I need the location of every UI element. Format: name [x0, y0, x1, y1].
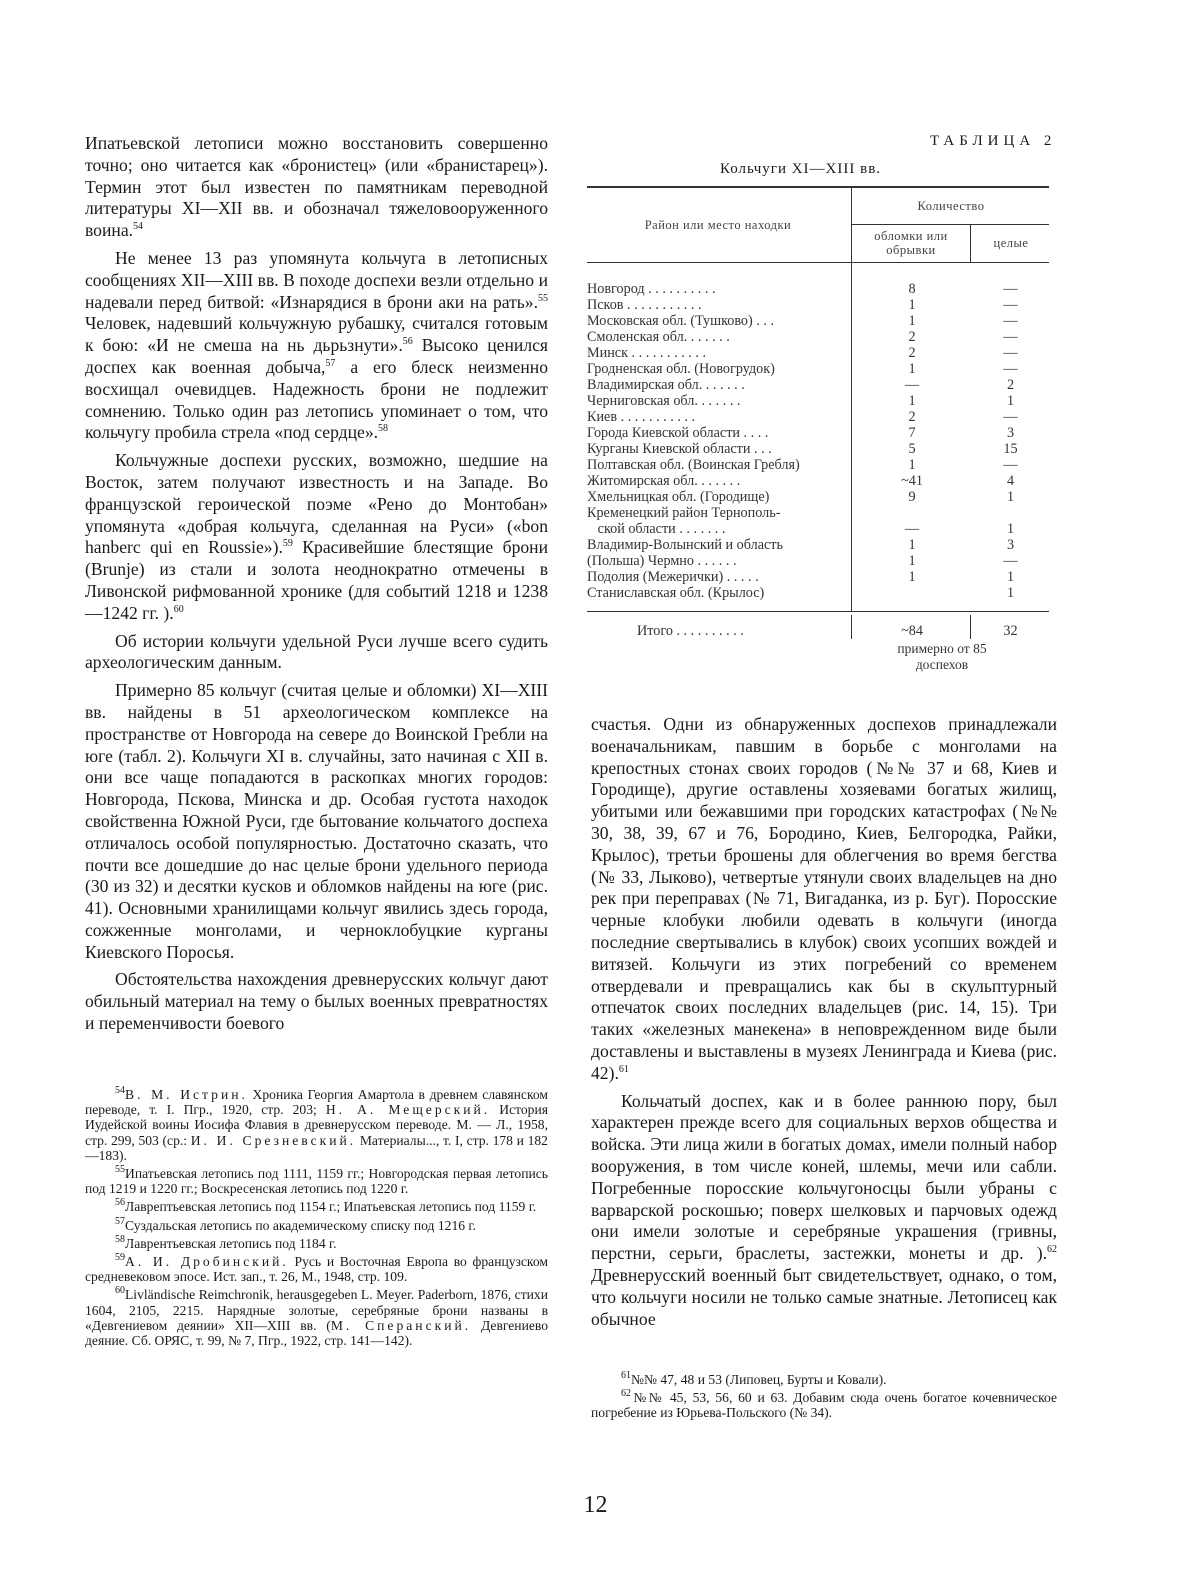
table-bottom-rule: [587, 611, 1049, 612]
paragraph: Примерно 85 кольчуг (считая целые и обломки) XI—XIII вв. найдены в 51 археологическом комплексе на пространстве от Новгорода на севере до Воинской Гребли на юге (табл. 2). Кольчуги XI в. случайны, зато начиная с XII в. они все чаще попадаются в раскопках многих городов: Новгорода, Пскова, Минска и др. Особая густота находок свойственна Южной Руси, где бытование кольчатого доспеха отличалось особой популярностью. Достаточно сказать, что почти все дошедшие до нас целые брони удельного периода (30 из 32) и десятки кусков и обломков найдены на юге (рис. 41). Основными хранилищами кольчуг явились здесь города, сожженные монголами, и черноклобуцкие курганы Киевского Поросья.: [85, 680, 548, 962]
table-row: Полтавская обл. (Воинская Гребля) 1 —: [587, 457, 1018, 473]
column-header-quantity: Количество: [917, 199, 985, 213]
table-row: Хмельницкая обл. (Городище) 9 1: [587, 489, 1015, 505]
table-row: Станиславская обл. (Крылос) 1: [587, 585, 1015, 601]
footnote: $^{61}$№№ 47, 48 и 53 (Липовец, Бурты и Ковали).: [621, 1370, 887, 1387]
paragraph: Не менее 13 раз упомянута кольчуга в летописных сообщениях XII—XIII вв. В походе доспехи везли отдельно и надевали перед битвой: «Изнарядися в брони аки на рать».$^{55}$ Человек, надевший кольчужную рубашку, считался готовым к бою: «И не смеша на нь дьрьзнути».$^{56}$ Высоко ценился доспех как военная добыча,$^{57}$ а его блеск неизменно восхищал очевидцев. Надежность брони не подлежит сомнению. Только один раз летопись упоминает о том, что кольчугу пробила стрела «под сердце».$^{58}$: [85, 247, 548, 443]
table-row: Гродненская обл. (Новогрудок) 1 —: [587, 361, 1018, 377]
footnote: $^{59}$А. И. Дробинский. Русь и Восточная Европа во французском средневековом эпосе. Ист. зап., т. 26, М., 1948, стр. 109.: [85, 1252, 548, 1285]
footnote: $^{58}$Лаврентьевская летопись под 1184 г.: [115, 1233, 337, 1251]
paragraph: Кольчатый доспех, как и в более раннюю пору, был характерен прежде всего для социальных верхов общества и войска. Эти лица жили в богатых домах, имели полный набор вооружения, в том числе коней, шлемы, мечи или сабли. Погребенные поросские кольчугоносцы были убраны с варварской роскошью; поверх шелковых и парчовых одежд они имели золотые и серебряные украшения (гривны, перстни, серьги, браслеты, застежки, монеты и др. ).$^{62}$ Древнерусский военный быт свидетельствует, однако, о том, что кольчуги носили не только самые знатные. Летописец как обычное: [591, 1090, 1057, 1329]
column-header-place: Район или место находки: [644, 218, 792, 232]
footnote: $^{60}$Livländische Reimchronik, herausgegeben L. Meyer. Paderborn, 1876, стихи 1604, 2105, 2215. Нарядные золотые, серебряные брони названы в «Девгениевом деянии» XII—XIII вв. (М. Сперанский. Девгениево деяние. Сб. ОРЯС, т. 99, № 7, Пгр., 1922, стр. 141—142).: [85, 1285, 548, 1349]
paragraph: Ипатьевской летописи можно восстановить совершенно точно; оно читается как «бронистец» (или «бранистарец»). Термин этот был известен по памятникам переводной литературы XI—XII вв. и обозначал тяжеловооруженного воина.$^{54}$: [85, 133, 548, 241]
table-row: Владимирская обл. . . . . . . — 2: [587, 377, 1015, 393]
table-divider: [970, 615, 971, 639]
table-row: Житомирская обл. . . . . . . ~41 4: [587, 473, 1015, 489]
table-divider: [851, 615, 852, 639]
right-text-column: [591, 714, 1057, 1336]
table-row: Смоленская обл. . . . . . . 2 —: [587, 329, 1018, 345]
table-caption: Кольчуги XI—XIII вв.: [720, 161, 882, 177]
table-header-rule: [851, 224, 1049, 225]
table-row: Черниговская обл. . . . . . . 1 1: [587, 393, 1015, 409]
footnote-ref[interactable]: 57: [325, 357, 336, 369]
page-number: 12: [583, 1492, 608, 1518]
footnote-ref[interactable]: 54: [133, 221, 144, 233]
table-row: Псков . . . . . . . . . . . 1 —: [587, 297, 1018, 313]
paragraph: Кольчужные доспехи русских, возможно, шедшие на Восток, затем получают известность и на Западе. Во французской героической поэме «Рено до Монтобан» упомянута «добрая кольчуга, сделанная на Руси» («bon hanberc qui en Roussie»).$^{59}$ Красивейшие блестящие брони (Brunje) из стали и золота неоднократно отмечены в Ливонской рифмованной хронике (для событий 1218 и 1238—1242 гг. ).$^{60}$: [85, 450, 548, 623]
column-header-fragments: обломки или обрывки: [874, 229, 948, 257]
table-row: Владимир-Волынский и область 1 3: [587, 537, 1015, 553]
footnote-ref[interactable]: 61: [618, 1063, 629, 1075]
table-label: ТАБЛИЦА 2: [930, 133, 1057, 149]
table-row: Новгород . . . . . . . . . . 8 —: [587, 281, 1018, 297]
footnote: $^{62}$№№ 45, 53, 56, 60 и 63. Добавим сюда очень богатое кочевническое погребение из Юрьева-Польского (№ 34).: [591, 1388, 1057, 1421]
paragraph: счастья. Одни из обнаруженных доспехов принадлежали военачальникам, павшим в борьбе с монголами на крепостных стонах своих городов (№№ 37 и 68, Киев и Городище), другие оставлены хозяевами богатых жилищ, убитыми или бежавшими при городских катастрофах (№№ 30, 38, 39, 67 и 76, Бородино, Киев, Белгородка, Райки, Крылос), третьи брошены для облегчения во время бегства (№ 33, Лыково), четвертые утянули своих владельцев на дно рек при переправах (№ 71, Вигаданка, из р. Буг). Поросские черные клобуки любили одевать в кольчуги (иногда последние свертывались в клубок) своих усопших вождей и витязей. Кольчуги из этих погребений со временем отвердевали и превращались как бы в скульптурный отпечаток своих последних владельцев (рис. 14, 15). Три таких «железных манекена» в неповрежденном виде были доставлены и выставлены в музеях Ленинграда и Киева (рис. 42).$^{61}$: [591, 714, 1057, 1083]
table-row: Подолия (Межерички) . . . . . 1 1: [587, 569, 1015, 585]
table-row: Кременецкий район Тернополь-: [587, 505, 781, 521]
table-row: Минск . . . . . . . . . . . 2 —: [587, 345, 1018, 361]
footnote-ref[interactable]: 58: [378, 423, 389, 435]
footnote: $^{56}$Лаврептьевская летопись под 1154 г.; Ипатьевская летопись под 1159 г.: [115, 1197, 537, 1215]
paragraph: Обстоятельства нахождения древнерусских кольчуг дают обильный материал на тему о былых военных превратностях и переменчивости боевого: [85, 969, 548, 1034]
footnote-ref[interactable]: 60: [173, 603, 184, 615]
column-header-whole: целые: [993, 236, 1029, 250]
table-top-rule: [587, 186, 1049, 188]
left-text-column: [85, 133, 548, 1041]
footnote: $^{54}$В. М. Истрин. Хроника Георгия Амартола в древнем славянском переводе, т. I. Пгр., 1920, стр. 203; Н. А. Мещерский. История Иудейской воины Иосифа Флавия в древнерусском переводе. М. — Л., 1958, стр. 299, 503 (ср.: И. И. Срезневский. Материалы..., т. I, стр. 178 и 182—183).: [85, 1085, 549, 1163]
footnotes-right: [591, 1372, 1057, 1424]
table-header-bottom-rule: [587, 262, 1049, 263]
footnote-ref[interactable]: 62: [1047, 1244, 1057, 1256]
footnote-ref[interactable]: 56: [402, 336, 413, 348]
footnotes-left: [85, 1087, 548, 1351]
table-row: Киев . . . . . . . . . . . 2 —: [587, 409, 1018, 425]
footnote-ref[interactable]: 55: [538, 292, 548, 304]
table-row: (Польша) Чермно . . . . . . 1 —: [587, 553, 1018, 569]
footnote: $^{57}$Суздальская летопись по академическому списку под 1216 г.: [115, 1215, 476, 1233]
footnote: $^{55}$Ипатьевская летопись под 1111, 1159 гг.; Новгородская первая летопись под 1219 и 1220 гг.; Воскресенская летопись под 1220 г.: [85, 1164, 548, 1197]
table-row: Города Киевской области . . . . 7 3: [587, 425, 1015, 441]
table-row: Московская обл. (Тушково) . . . 1 —: [587, 313, 1018, 329]
paragraph: Об истории кольчуги удельной Руси лучше всего судить археологическим данным.: [85, 630, 548, 673]
table-row: Курганы Киевской области . . . 5 15: [587, 441, 1018, 457]
footnote-ref[interactable]: 59: [282, 538, 293, 550]
table-divider: [970, 224, 971, 262]
table-row: ской области . . . . . . . — 1: [587, 521, 1015, 537]
table-total-approx: примерно от 85 доспехов: [897, 641, 987, 672]
